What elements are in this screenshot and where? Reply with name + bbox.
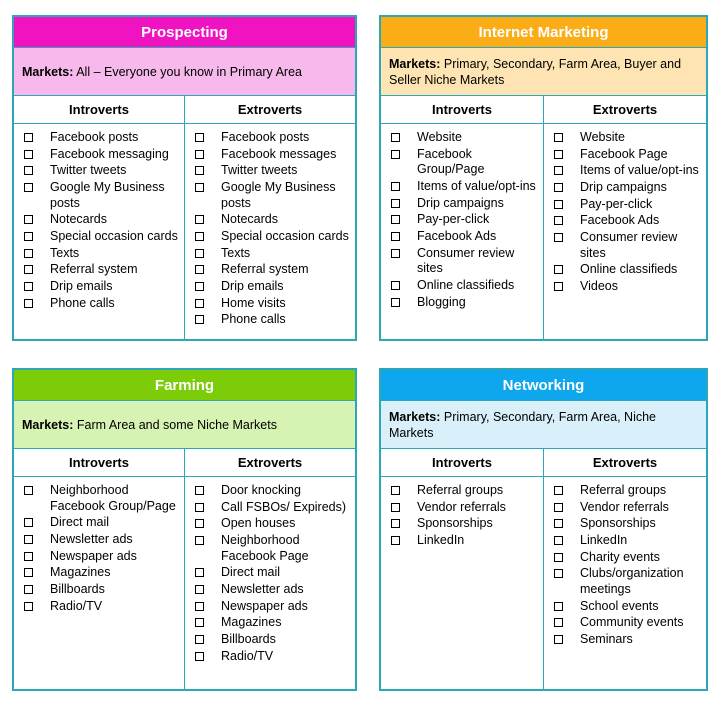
item-label: Neighborhood Facebook Group/Page [50,483,176,513]
item-label: Referral groups [580,483,667,497]
checklist-item [554,147,702,163]
item-label: Direct mail [221,565,281,580]
checkbox-icon [24,535,33,544]
checkbox-icon [554,233,563,242]
markets-label: Markets: [22,417,74,432]
checkbox-icon [391,133,400,142]
markets-row [381,48,706,96]
extroverts-list [195,130,351,328]
checkbox-icon [195,568,204,577]
checklist-item [195,582,351,598]
checkbox-icon [195,232,204,241]
item-label: Consumer review sites [580,230,678,260]
checkbox-icon [24,183,33,192]
item-label: Vendor referrals [417,499,506,514]
item-label: Twitter tweets [221,163,298,178]
checklist-item [195,229,351,245]
checkbox-icon [554,553,563,562]
checkbox-icon [554,569,563,578]
checkbox-icon [24,215,33,224]
checklist-item [554,550,702,566]
item-label: Community events [580,615,684,630]
checkbox-icon [24,585,33,594]
item-label: School events [580,598,659,613]
checklist-item [554,500,702,516]
checklist-item [391,483,539,499]
checkbox-icon [195,299,204,308]
item-label: Pay-per-click [417,212,490,227]
item-label: Facebook messaging [50,146,169,161]
checkbox-icon [195,249,204,258]
item-label: Open houses [221,516,296,531]
checkbox-icon [391,150,400,159]
checkbox-icon [195,265,204,274]
checkbox-icon [24,166,33,175]
checkbox-icon [24,249,33,258]
checklist-item [195,533,351,564]
checkbox-icon [554,265,563,274]
item-label: Newsletter ads [221,581,304,596]
checkbox-icon [391,536,400,545]
introverts-list [391,483,539,549]
checkbox-icon [391,215,400,224]
checklist-item [554,180,702,196]
item-label: Facebook messages [221,146,337,161]
checklist-item [195,565,351,581]
checkbox-icon [24,602,33,611]
checklist-item [391,212,539,228]
checklist-item [24,296,180,312]
checklist-item [24,229,180,245]
extroverts-list [554,483,702,648]
item-label: Special occasion cards [50,228,178,243]
checkbox-icon [554,150,563,159]
checklist-item [24,279,180,295]
checkbox-icon [24,299,33,308]
item-label: Facebook posts [50,130,139,144]
markets-text: All – Everyone you know in Primary Area [73,64,302,79]
checklist-item [195,649,351,665]
markets-text: Primary, Secondary, Farm Area, Buyer and Seller Niche Markets [389,56,682,87]
checklist-item [391,500,539,516]
item-label: Radio/TV [221,648,274,663]
checklist-item [195,615,351,631]
checkbox-icon [195,486,204,495]
checkbox-icon [24,486,33,495]
checklist-item [195,246,351,262]
checkbox-icon [195,618,204,627]
item-label: Videos [580,279,618,293]
extroverts-list [195,483,351,664]
farming-card [12,368,357,691]
item-label: Notecards [50,212,107,227]
checkbox-icon [195,166,204,175]
checkbox-icon [554,503,563,512]
checkbox-icon [195,635,204,644]
checklist-item [24,565,180,581]
checkbox-icon [195,183,204,192]
item-label: Online classifieds [580,262,678,277]
checkbox-icon [195,215,204,224]
markets-row [381,401,706,449]
checklist-item [24,212,180,228]
item-label: Seminars [580,632,633,646]
checkbox-icon [24,568,33,577]
checkbox-icon [391,519,400,528]
item-label: Vendor referrals [580,499,669,514]
item-label: Charity events [580,549,660,564]
item-label: Direct mail [50,515,110,530]
checklist-item [195,599,351,615]
item-label: Drip campaigns [580,180,667,195]
checkbox-icon [391,232,400,241]
checklist-item [24,130,180,146]
item-label: Website [580,130,625,144]
checkbox-icon [391,298,400,307]
card-title: Internet Marketing [381,17,706,48]
checklist-item [195,483,351,499]
checklist-item [391,278,539,294]
checklist-item [195,180,351,211]
checklist-item [554,615,702,631]
checkbox-icon [24,133,33,142]
checkbox-icon [554,536,563,545]
prospecting-card [12,15,357,341]
extroverts-header: Extroverts [237,102,303,117]
checkbox-icon [554,216,563,225]
checkbox-icon [195,150,204,159]
item-label: Newsletter ads [50,531,133,546]
introverts-header: Introverts [381,449,544,476]
checklist-item [195,312,351,328]
checklist-item [195,130,351,146]
checklist-item [554,632,702,648]
checkbox-icon [554,486,563,495]
markets-label: Markets: [22,64,74,79]
column-headers [14,449,355,477]
checklist-item [195,500,351,516]
item-label: Items of value/opt-ins [417,178,536,193]
checkbox-icon [24,552,33,561]
item-label: Sponsorships [417,516,493,531]
markets-label: Markets: [389,56,441,71]
checklist-item [24,147,180,163]
checklist-item [24,180,180,211]
checkbox-icon [554,200,563,209]
item-label: Notecards [221,212,278,227]
item-label: Website [417,130,462,144]
item-label: Consumer review sites [417,245,515,276]
checklist-item [391,130,539,146]
item-label: Neighborhood Facebook Page [221,533,309,563]
checklist-item [554,130,702,146]
checkbox-icon [554,602,563,611]
checklist-item [554,599,702,615]
checklist-item [24,483,180,514]
checklist-item [391,516,539,532]
item-label: Referral groups [417,483,504,497]
checkbox-icon [24,232,33,241]
column-headers [14,96,355,124]
item-label: Online classifieds [417,277,515,292]
card-title: Farming [14,370,355,401]
checklist-item [554,262,702,278]
markets-row [14,401,355,449]
column-headers [381,449,706,477]
checklist-item [195,279,351,295]
checkbox-icon [24,518,33,527]
checkbox-icon [554,183,563,192]
introverts-list [24,130,180,311]
item-label: Radio/TV [50,598,103,613]
extroverts-list [554,130,702,295]
checklist-item [195,212,351,228]
markets-label: Markets: [389,409,441,424]
item-label: Referral system [221,262,309,277]
extroverts-header: Extroverts [592,455,658,470]
item-label: Billboards [221,632,276,646]
checklist-item [24,532,180,548]
item-label: Blogging [417,294,466,309]
checklist-item [391,246,539,277]
item-label: Pay-per-click [580,196,653,211]
item-label: Google My Business posts [50,180,165,210]
internet-marketing-card [379,15,708,341]
checkbox-icon [195,503,204,512]
checklist-item [195,296,351,312]
checklist-item [391,147,539,178]
checklist-item [195,163,351,179]
checkbox-icon [554,282,563,291]
checklist-item [24,582,180,598]
checkbox-icon [554,166,563,175]
checklist-item [554,279,702,295]
item-label: LinkedIn [580,533,628,548]
item-label: Newspaper ads [50,548,137,563]
item-label: Texts [50,245,80,260]
networking-card [379,368,708,691]
item-label: Referral system [50,262,138,277]
checklist-item [554,483,702,499]
item-label: Drip emails [50,279,113,293]
item-label: Sponsorships [580,516,656,531]
checkbox-icon [391,503,400,512]
checklist-item [24,549,180,565]
checkbox-icon [195,133,204,142]
checkbox-icon [195,315,204,324]
checklist-item [391,295,539,311]
item-label: Facebook Page [580,146,668,161]
checkbox-icon [554,618,563,627]
checklist-item [554,230,702,261]
checkbox-icon [195,536,204,545]
checklist-item [554,533,702,549]
item-label: Clubs/organization meetings [580,566,684,596]
item-label: LinkedIn [417,533,465,548]
item-label: Google My Business posts [221,180,336,210]
checklist-item [24,246,180,262]
checklist-item [24,515,180,531]
markets-text: Primary, Secondary, Farm Area, Niche Markets [389,409,656,440]
checkbox-icon [195,585,204,594]
item-label: Phone calls [221,312,286,327]
checklist-item [554,197,702,213]
item-label: Drip emails [221,279,284,293]
checklist-item [391,179,539,195]
checkbox-icon [195,652,204,661]
markets-text: Farm Area and some Niche Markets [73,417,277,432]
checkbox-icon [391,281,400,290]
item-label: Facebook Group/Page [417,146,485,177]
card-title: Networking [381,370,706,401]
checklist-item [554,566,702,597]
item-label: Magazines [221,615,282,630]
item-label: Phone calls [50,295,115,310]
checkbox-icon [391,249,400,258]
item-label: Special occasion cards [221,228,349,243]
checkbox-icon [554,133,563,142]
checklist-item [391,229,539,245]
introverts-list [391,130,539,310]
item-label: Drip campaigns [417,195,504,210]
introverts-header: Introverts [14,449,185,476]
item-label: Texts [221,245,251,260]
item-label: Billboards [50,581,105,596]
checklist-item [391,533,539,549]
checklist-item [554,213,702,229]
introverts-header: Introverts [14,96,185,123]
item-label: Door knocking [221,483,301,497]
checklist-item [24,163,180,179]
checklist-item [195,147,351,163]
item-label: Facebook posts [221,130,310,144]
checkbox-icon [391,486,400,495]
card-title: Prospecting [14,17,355,48]
checkbox-icon [195,282,204,291]
extroverts-header: Extroverts [237,455,303,470]
item-label: Facebook Ads [580,213,660,228]
column-headers [381,96,706,124]
checkbox-icon [24,265,33,274]
introverts-header: Introverts [381,96,544,123]
item-label: Twitter tweets [50,163,127,178]
markets-row [14,48,355,96]
checkbox-icon [24,150,33,159]
item-label: Home visits [221,295,286,310]
item-label: Call FSBOs/ Expireds) [221,499,347,514]
checklist-item [24,599,180,615]
checklist-item [24,262,180,278]
item-label: Items of value/opt-ins [580,163,699,178]
checkbox-icon [195,602,204,611]
introverts-list [24,483,180,614]
checklist-item [554,163,702,179]
checkbox-icon [195,519,204,528]
checklist-item [195,262,351,278]
checkbox-icon [391,182,400,191]
item-label: Magazines [50,565,111,580]
checklist-item [195,516,351,532]
checklist-item [391,196,539,212]
checkbox-icon [391,199,400,208]
checkbox-icon [24,282,33,291]
checkbox-icon [554,635,563,644]
checklist-item [554,516,702,532]
checkbox-icon [554,519,563,528]
item-label: Newspaper ads [221,598,308,613]
extroverts-header: Extroverts [592,102,658,117]
item-label: Facebook Ads [417,228,497,243]
checklist-item [195,632,351,648]
